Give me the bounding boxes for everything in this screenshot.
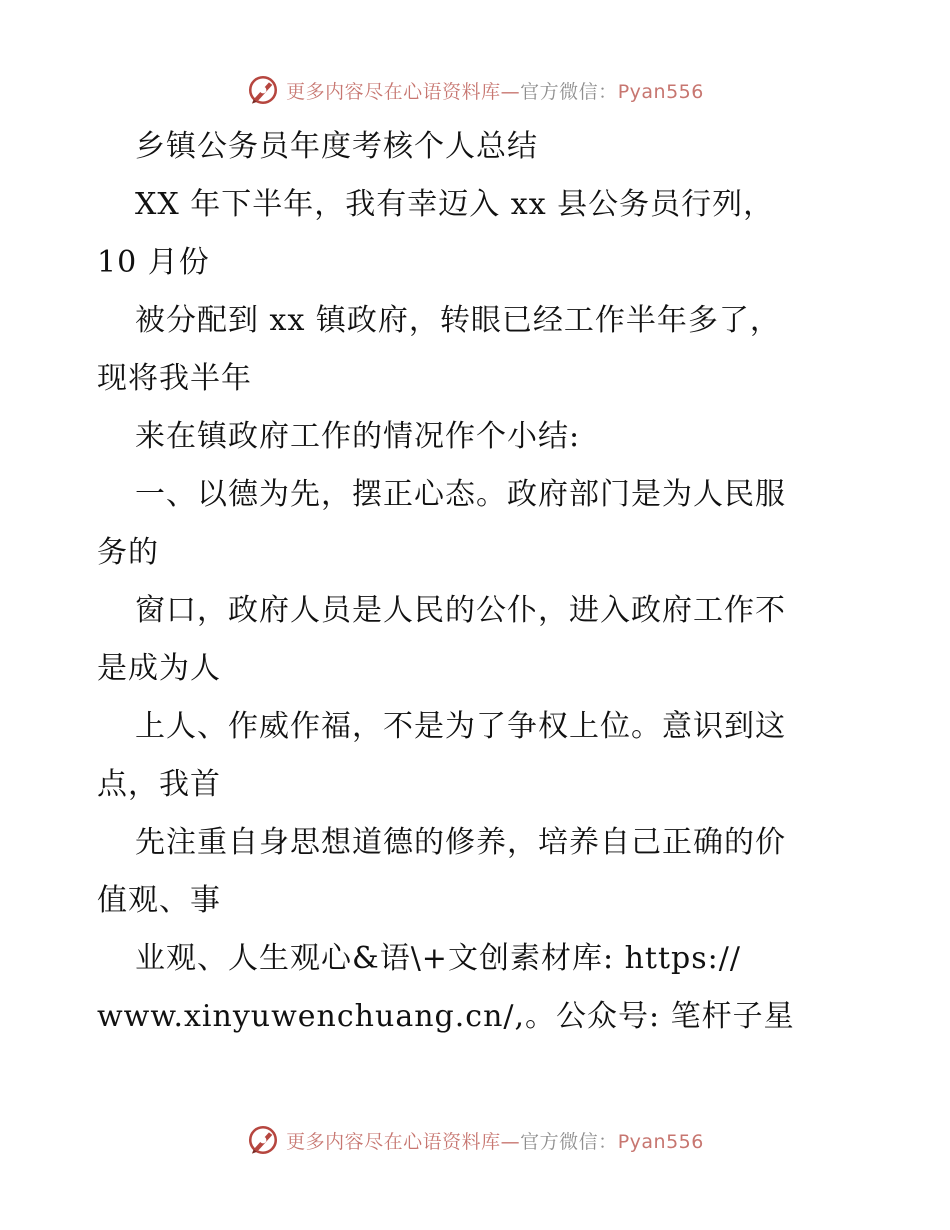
pen-circle-logo-icon <box>246 1123 280 1157</box>
doc-line: 务的 <box>97 535 159 570</box>
doc-line: 被分配到 xx 镇政府，转眼已经工作半年多了， <box>135 303 781 338</box>
banner-promo-text: 更多内容尽在心语资料库 <box>286 1130 501 1153</box>
banner-text <box>286 77 704 104</box>
doc-line: 业观、人生观心&语\+文创素材库: https:// <box>135 941 741 976</box>
doc-line: www.xinyuwenchuang.cn/,。公众号: 笔杆子星 <box>97 999 795 1034</box>
banner-dash: — <box>500 1130 521 1153</box>
banner-wechat-id: Pyan556 <box>617 80 704 103</box>
doc-line: 现将我半年 <box>97 361 252 396</box>
banner-wechat-label: 官方微信： <box>520 1130 618 1153</box>
banner-wechat-label: 官方微信： <box>520 80 618 103</box>
doc-line: 先注重自身思想道德的修养，培养自己正确的价 <box>135 825 786 860</box>
doc-line: 10 月份 <box>97 245 210 280</box>
doc-line: 值观、事 <box>97 883 221 918</box>
doc-line: 上人、作威作福，不是为了争权上位。意识到这 <box>135 709 786 744</box>
doc-title: 乡镇公务员年度考核个人总结 <box>135 129 538 164</box>
banner-wechat-id: Pyan556 <box>617 1130 704 1153</box>
doc-line: XX 年下半年，我有幸迈入 xx 县公务员行列， <box>135 187 775 222</box>
doc-line: 点，我首 <box>97 767 221 802</box>
pen-circle-logo-icon <box>246 73 280 107</box>
doc-line: 来在镇政府工作的情况作个小结: <box>135 419 581 454</box>
header-watermark-banner <box>0 70 950 110</box>
banner-dash: — <box>500 80 521 103</box>
banner-text <box>286 1127 704 1154</box>
document-body <box>97 118 857 1046</box>
doc-line: 是成为人 <box>97 651 221 686</box>
footer-watermark-banner <box>0 1120 950 1160</box>
doc-line: 一、以德为先，摆正心态。政府部门是为人民服 <box>135 477 786 512</box>
banner-promo-text: 更多内容尽在心语资料库 <box>286 80 501 103</box>
doc-line: 窗口，政府人员是人民的公仆，进入政府工作不 <box>135 593 786 628</box>
